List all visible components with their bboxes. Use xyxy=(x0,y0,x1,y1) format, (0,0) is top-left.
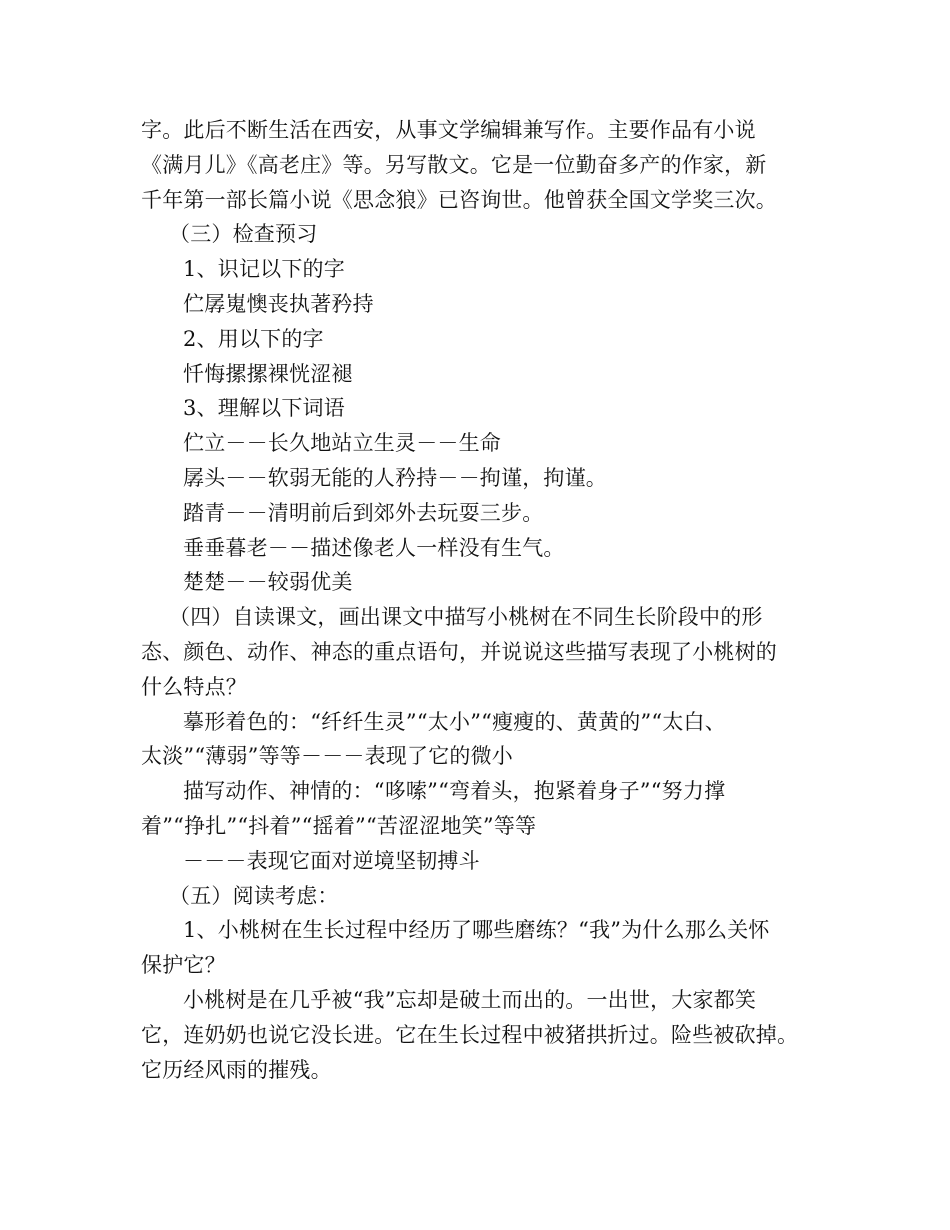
text-line-20: 描写动作、神情的：“哆嗦”“弯着头，抱紧着身子”“努力撑 xyxy=(183,779,726,804)
text-line-16: 态、颜色、动作、神态的重点语句，并说说这些描写表现了小桃树的 xyxy=(141,639,777,664)
item-heading-2: 2、用以下的字 xyxy=(183,326,324,351)
question-1: 1、小桃树在生长过程中经历了哪些磨练？“我”为什么那么关怀 xyxy=(183,918,770,943)
text-line-2: 《满月儿》《高老庄》等。另写散文。它是一位勤奋多产的作家，新 xyxy=(141,152,767,177)
text-line-18: 摹形着色的：“纤纤生灵”“太小”“瘦瘦的、黄黄的”“太白、 xyxy=(183,709,726,734)
text-line-28: 它历经风雨的摧残。 xyxy=(141,1057,332,1082)
section-heading-4: （四）自读课文，画出课文中描写小桃树在不同生长阶段中的形 xyxy=(169,605,763,630)
section-heading-5: （五）阅读考虑： xyxy=(169,883,339,908)
text-line-6: 伫孱嵬懊丧执著矜持 xyxy=(183,291,374,316)
item-heading-3: 3、理解以下词语 xyxy=(183,396,345,421)
item-heading-1: 1、识记以下的字 xyxy=(183,257,345,282)
text-line-12: 踏青－－清明前后到郊外去玩耍三步。 xyxy=(183,500,544,525)
text-line-21: 着”“挣扎”“抖着”“摇着”“苦涩涩地笑”等等 xyxy=(141,813,537,838)
document-page xyxy=(141,113,816,1087)
text-line-19: 太淡”“薄弱”等等－－－表现了它的微小 xyxy=(141,744,514,769)
text-line-26: 小桃树是在几乎被“我”忘却是破土而出的。一出世，大家都笑 xyxy=(183,987,757,1012)
text-line-25: 保护它？ xyxy=(141,953,226,978)
text-line-27: 它，连奶奶也说它没长进。它在生长过程中被猪拱折过。险些被砍掉。 xyxy=(141,1022,799,1047)
text-line-22: －－－表现它面对逆境坚韧搏斗 xyxy=(183,848,480,873)
text-line-1: 字。此后不断生活在西安，从事文学编辑兼写作。主要作品有小说 xyxy=(141,118,756,142)
text-line-13: 垂垂暮老－－描述像老人一样没有生气。 xyxy=(183,535,565,560)
text-line-11: 孱头－－软弱无能的人矜持－－拘谨，拘谨。 xyxy=(183,465,607,490)
section-heading-3: （三）检查预习 xyxy=(169,222,318,247)
text-line-8: 忏悔摞摞裸恍涩褪 xyxy=(183,361,353,386)
text-line-10: 伫立－－长久地站立生灵－－生命 xyxy=(183,431,501,456)
text-line-17: 什么特点？ xyxy=(141,674,247,699)
text-line-14: 楚楚－－较弱优美 xyxy=(183,570,353,595)
text-line-3: 千年第一部长篇小说《思念狼》已咨询世。他曾获全国文学奖三次。 xyxy=(141,187,777,212)
